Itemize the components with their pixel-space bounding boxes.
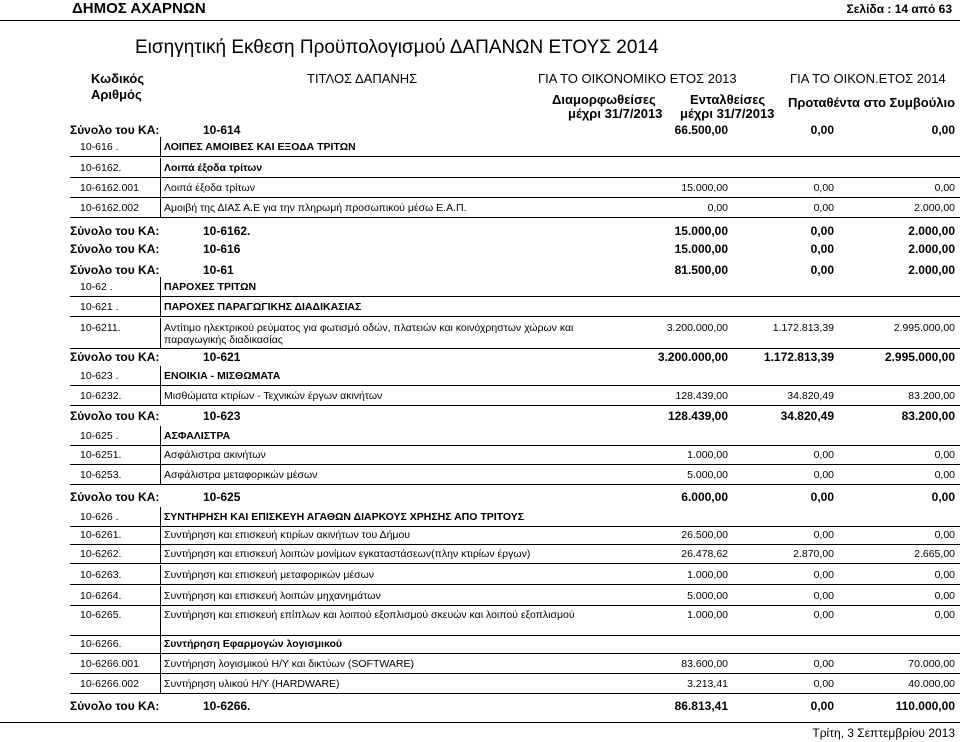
proposed-amount: 2.995.000,00 bbox=[884, 350, 955, 364]
ordered-amount: 0,00 bbox=[813, 678, 834, 690]
shaped-amount: 128.439,00 bbox=[675, 390, 728, 402]
account-code: 10-6262. bbox=[80, 548, 122, 560]
row-separator bbox=[70, 316, 960, 317]
shaped-amount: 26.478,62 bbox=[681, 548, 728, 560]
column-separator bbox=[160, 297, 161, 316]
account-code: 10-6266. bbox=[203, 699, 251, 713]
ordered-amount: 1.172.813,39 bbox=[763, 350, 834, 364]
ordered-amount: 0,00 bbox=[813, 658, 834, 670]
row-separator bbox=[70, 544, 960, 545]
account-code: 10-621 . bbox=[80, 301, 119, 313]
shaped-amount: 15.000,00 bbox=[674, 224, 728, 238]
shaped-amount: 0,00 bbox=[707, 202, 728, 214]
row-separator bbox=[70, 464, 960, 465]
ordered-amount: 0,00 bbox=[813, 449, 834, 461]
expense-title: Συντήρηση και επισκευή κτιρίων ακινήτων του Δήμου bbox=[164, 529, 411, 541]
expense-title: Συντήρηση υλικού Η/Υ (HARDWARE) bbox=[164, 678, 340, 690]
expense-title: ΛΟΙΠΕΣ ΑΜΟΙΒΕΣ ΚΑΙ ΕΞΟΔΑ ΤΡΙΤΩΝ bbox=[164, 141, 356, 153]
expense-title: ΣΥΝΤΗΡΗΣΗ ΚΑΙ ΕΠΙΣΚΕΥΗ ΑΓΑΘΩΝ ΔΙΑΡΚΟΥΣ ΧΡΗΣΗΣ ΑΠΟ ΤΡΙΤΟΥΣ bbox=[164, 511, 525, 523]
account-code: 10-6266.002 bbox=[80, 678, 139, 690]
account-code: 10-6261. bbox=[80, 529, 122, 541]
ordered-amount: 0,00 bbox=[810, 699, 834, 713]
ordered-amount: 0,00 bbox=[810, 490, 834, 504]
proposed-amount: 0,00 bbox=[934, 569, 955, 581]
expense-title: Λοιπά έξοδα τρίτων bbox=[164, 162, 263, 174]
total-label: Σύνολο του ΚΑ: bbox=[70, 350, 160, 364]
shaped-amount: 1.000,00 bbox=[687, 609, 728, 621]
account-code: 10-625 . bbox=[80, 430, 119, 442]
column-separator bbox=[160, 654, 161, 673]
proposed-amount: 0,00 bbox=[934, 609, 955, 621]
account-code: 10-6162. bbox=[203, 224, 251, 238]
shaped-amount: 83.600,00 bbox=[681, 658, 728, 670]
row-separator bbox=[70, 563, 960, 564]
col-fy2013-label: ΓΙΑ ΤΟ ΟΙΚΟΝΟΜΙΚΟ ΕΤΟΣ 2013 bbox=[538, 71, 737, 86]
account-code: 10-616 . bbox=[80, 141, 119, 153]
proposed-amount: 0,00 bbox=[934, 182, 955, 194]
shaped-amount: 128.439,00 bbox=[667, 409, 728, 423]
expense-title: ΑΣΦΑΛΙΣΤΡΑ bbox=[164, 430, 231, 442]
ordered-amount: 1.172.813,39 bbox=[772, 322, 834, 334]
row-separator bbox=[70, 197, 960, 198]
account-code: 10-6266. bbox=[80, 638, 122, 650]
proposed-amount: 2.665,00 bbox=[914, 548, 955, 560]
row-separator bbox=[70, 526, 960, 527]
shaped-amount: 5.000,00 bbox=[687, 590, 728, 602]
proposed-amount: 0,00 bbox=[931, 490, 955, 504]
total-label: Σύνολο του ΚΑ: bbox=[70, 490, 160, 504]
municipality-name: ΔΗΜΟΣ ΑΧΑΡΝΩΝ bbox=[72, 0, 206, 17]
expense-title: Συντήρηση και επισκευή μεταφορικών μέσων bbox=[164, 569, 375, 581]
proposed-amount: 2.000,00 bbox=[908, 263, 955, 277]
account-code: 10-6266.001 bbox=[80, 658, 139, 670]
account-code: 10-6265. bbox=[80, 609, 122, 621]
ordered-amount: 34.820,49 bbox=[780, 409, 834, 423]
shaped-amount: 5.000,00 bbox=[687, 469, 728, 481]
report-title: Εισηγητική Εκθεση Προϋπολογισμού ΔΑΠΑΝΩΝ ΕΤΟΥΣ 2014 bbox=[135, 37, 659, 58]
shaped-amount: 15.000,00 bbox=[681, 182, 728, 194]
expense-title: Αντίτιμο ηλεκτρικού ρεύματος για φωτισμό οδών, πλατειών και κοινόχρηστων χώρων και παραγωγικής διαδικασίας bbox=[164, 322, 574, 346]
ordered-amount: 0,00 bbox=[813, 469, 834, 481]
ordered-amount: 2.870,00 bbox=[793, 548, 834, 560]
row-separator bbox=[70, 605, 960, 606]
footer-line bbox=[0, 722, 960, 723]
ordered-amount: 34.820,49 bbox=[787, 390, 834, 402]
account-code: 10-626 . bbox=[80, 511, 119, 523]
shaped-amount: 3.200.000,00 bbox=[657, 350, 728, 364]
total-label: Σύνολο του ΚΑ: bbox=[70, 224, 160, 238]
row-separator bbox=[70, 385, 960, 386]
col-title-label: ΤΙΤΛΟΣ ΔΑΠΑΝΗΣ bbox=[307, 71, 418, 86]
account-code: 10-614 bbox=[203, 123, 241, 137]
row-separator bbox=[70, 635, 960, 636]
column-separator bbox=[160, 318, 161, 348]
column-separator bbox=[160, 605, 161, 635]
row-separator bbox=[70, 348, 960, 349]
ordered-amount: 0,00 bbox=[813, 569, 834, 581]
proposed-amount: 2.995.000,00 bbox=[893, 322, 955, 334]
expense-title: Συντήρηση Εφαρμογών λογισμικού bbox=[164, 638, 342, 650]
expense-title: Ασφάλιστρα μεταφορικών μέσων bbox=[164, 469, 318, 481]
row-separator bbox=[70, 156, 960, 157]
account-code: 10-6263. bbox=[80, 569, 122, 581]
row-separator bbox=[70, 177, 960, 178]
expense-title: Συντήρηση λογισμικού Η/Υ και δικτύων (SOFTWARE) bbox=[164, 658, 414, 670]
account-code: 10-623 . bbox=[80, 370, 119, 382]
row-separator bbox=[70, 296, 960, 297]
account-code: 10-6232. bbox=[80, 390, 122, 402]
proposed-amount: 0,00 bbox=[934, 590, 955, 602]
ordered-amount: 0,00 bbox=[810, 242, 834, 256]
row-separator bbox=[70, 693, 960, 694]
account-code: 10-6253. bbox=[80, 469, 122, 481]
expense-title: Αμοιβή της ΔΙΑΣ Α.Ε για την πληρωμή προσωπικού μέσω Ε.Α.Π. bbox=[164, 202, 467, 214]
total-label: Σύνολο του ΚΑ: bbox=[70, 263, 160, 277]
column-separator bbox=[160, 544, 161, 563]
expense-title: ΠΑΡΟΧΕΣ ΠΑΡΑΓΩΓΙΚΗΣ ΔΙΑΔΙΚΑΣΙΑΣ bbox=[164, 301, 362, 313]
account-code: 10-6162.001 bbox=[80, 182, 139, 194]
footer-date: Τρίτη, 3 Σεπτεμβρίου 2013 bbox=[812, 726, 955, 740]
shaped-amount: 6.000,00 bbox=[681, 490, 728, 504]
expense-title: Συντήρηση και επισκευή λοιπών μηχανημάτων bbox=[164, 590, 381, 602]
shaped-amount: 81.500,00 bbox=[674, 263, 728, 277]
shaped-amount: 66.500,00 bbox=[674, 123, 728, 137]
column-separator bbox=[160, 137, 161, 156]
total-label: Σύνολο του ΚΑ: bbox=[70, 123, 160, 137]
col-ordered-label-2: μέχρι 31/7/2013 bbox=[680, 106, 775, 121]
total-label: Σύνολο του ΚΑ: bbox=[70, 699, 160, 713]
account-code: 10-6162. bbox=[80, 162, 122, 174]
col-proposed-label: Προταθέντα στο Συμβούλιο bbox=[788, 95, 956, 110]
ordered-amount: 0,00 bbox=[813, 202, 834, 214]
column-separator bbox=[160, 178, 161, 197]
proposed-amount: 83.200,00 bbox=[908, 390, 955, 402]
column-separator bbox=[160, 366, 161, 385]
proposed-amount: 2.000,00 bbox=[908, 242, 955, 256]
account-code: 10-62 . bbox=[80, 281, 113, 293]
row-separator bbox=[70, 217, 960, 218]
shaped-amount: 15.000,00 bbox=[674, 242, 728, 256]
col-code-label-1: Κωδικός bbox=[91, 71, 145, 86]
proposed-amount: 2.000,00 bbox=[914, 202, 955, 214]
account-code: 10-6211. bbox=[80, 322, 121, 334]
col-shaped-label-1: Διαμορφωθείσες bbox=[552, 92, 656, 107]
ordered-amount: 0,00 bbox=[810, 263, 834, 277]
ordered-amount: 0,00 bbox=[813, 529, 834, 541]
column-separator bbox=[160, 586, 161, 605]
proposed-amount: 83.200,00 bbox=[901, 409, 955, 423]
proposed-amount: 0,00 bbox=[934, 529, 955, 541]
account-code: 10-616 bbox=[203, 242, 241, 256]
expense-title: Μισθώματα κτιρίων - Τεχνικών έργων ακινήτων bbox=[164, 390, 383, 402]
proposed-amount: 0,00 bbox=[931, 123, 955, 137]
proposed-amount: 110.000,00 bbox=[895, 699, 955, 713]
expense-title: Συντήρηση και επισκευή λοιπών μονίμων εγκαταστάσεων(πλην κτιρίων έργων) bbox=[164, 548, 531, 560]
column-separator bbox=[160, 507, 161, 526]
ordered-amount: 0,00 bbox=[813, 590, 834, 602]
shaped-amount: 3.200.000,00 bbox=[666, 322, 728, 334]
account-code: 10-61 bbox=[203, 263, 234, 277]
column-separator bbox=[160, 634, 161, 653]
row-separator bbox=[70, 484, 960, 485]
col-code-label-2: Αριθμός bbox=[91, 87, 142, 102]
expense-title: Λοιπά έξοδα τρίτων bbox=[164, 182, 255, 194]
ordered-amount: 0,00 bbox=[810, 224, 834, 238]
proposed-amount: 0,00 bbox=[934, 469, 955, 481]
col-shaped-label-2: μέχρι 31/7/2013 bbox=[568, 106, 663, 121]
row-separator bbox=[70, 584, 960, 585]
shaped-amount: 1.000,00 bbox=[687, 569, 728, 581]
column-separator bbox=[160, 674, 161, 693]
expense-title: ΕΝΟΙΚΙΑ - ΜΙΣΘΩΜΑΤΑ bbox=[164, 370, 281, 382]
column-separator bbox=[160, 158, 161, 177]
row-separator bbox=[70, 445, 960, 446]
total-label: Σύνολο του ΚΑ: bbox=[70, 242, 160, 256]
total-label: Σύνολο του ΚΑ: bbox=[70, 409, 160, 423]
column-separator bbox=[160, 386, 161, 405]
page-number: Σελίδα : 14 από 63 bbox=[846, 2, 952, 16]
shaped-amount: 3.213,41 bbox=[687, 678, 728, 690]
column-separator bbox=[160, 465, 161, 484]
shaped-amount: 1.000,00 bbox=[687, 449, 728, 461]
shaped-amount: 26.500,00 bbox=[681, 529, 728, 541]
ordered-amount: 0,00 bbox=[810, 123, 834, 137]
proposed-amount: 2.000,00 bbox=[908, 224, 955, 238]
account-code: 10-623 bbox=[203, 409, 241, 423]
column-separator bbox=[160, 198, 161, 217]
expense-title: Συντήρηση και επισκευή επίπλων και λοιπού εξοπλισμού σκευών και λοιπού εξοπλισμού bbox=[164, 609, 575, 621]
row-separator bbox=[70, 673, 960, 674]
account-code: 10-6162.002 bbox=[80, 202, 139, 214]
proposed-amount: 70.000,00 bbox=[908, 658, 955, 670]
ordered-amount: 0,00 bbox=[813, 609, 834, 621]
col-ordered-label-1: Ενταλθείσες bbox=[690, 92, 766, 107]
account-code: 10-625 bbox=[203, 490, 241, 504]
column-separator bbox=[160, 426, 161, 445]
column-separator bbox=[160, 445, 161, 464]
column-separator bbox=[160, 525, 161, 544]
row-separator bbox=[70, 653, 960, 654]
column-separator bbox=[160, 277, 161, 296]
proposed-amount: 0,00 bbox=[934, 449, 955, 461]
proposed-amount: 40.000,00 bbox=[908, 678, 955, 690]
account-code: 10-6264. bbox=[80, 590, 122, 602]
column-separator bbox=[160, 565, 161, 584]
expense-title: Ασφάλιστρα ακινήτων bbox=[164, 449, 266, 461]
row-separator bbox=[70, 405, 960, 406]
account-code: 10-621 bbox=[203, 350, 241, 364]
expense-title: ΠΑΡΟΧΕΣ ΤΡΙΤΩΝ bbox=[164, 281, 257, 293]
col-fy2014-label: ΓΙΑ ΤΟ ΟΙΚΟΝ.ΕΤΟΣ 2014 bbox=[790, 71, 946, 86]
ordered-amount: 0,00 bbox=[813, 182, 834, 194]
account-code: 10-6251. bbox=[80, 449, 122, 461]
shaped-amount: 86.813,41 bbox=[674, 699, 728, 713]
